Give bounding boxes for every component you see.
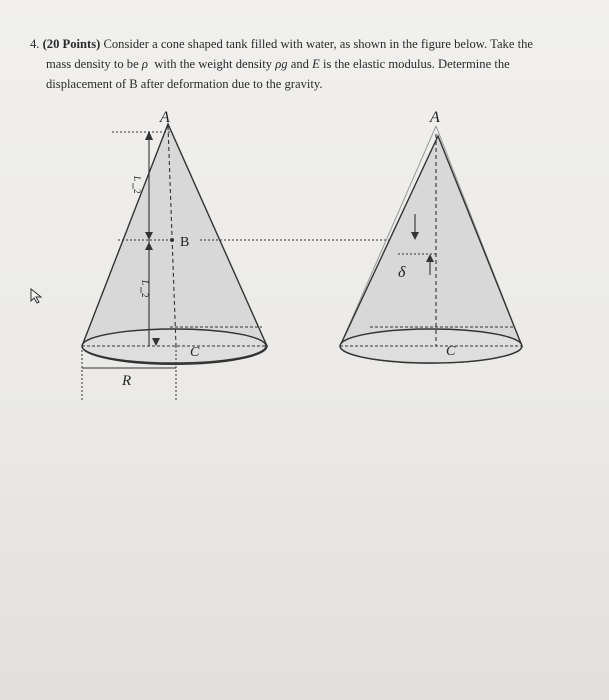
svg-text:2: 2 (132, 189, 142, 194)
problem-text-2b: with the weight density (154, 57, 273, 71)
rho-symbol: ρ (141, 57, 148, 71)
e-symbol: E (312, 57, 320, 71)
right-cone-figure (340, 109, 522, 363)
left-cone-body (82, 124, 267, 364)
svg-text:2: 2 (140, 293, 150, 298)
dim-arrow-top (145, 131, 153, 140)
problem-text-2c: and (290, 57, 309, 71)
radius-label: R (122, 373, 132, 389)
problem-text-2a: mass density to be (46, 57, 139, 71)
right-apex-label: A (430, 109, 440, 126)
left-apex-label: A (160, 109, 170, 126)
mouse-pointer-icon (30, 288, 44, 309)
point-b-marker (170, 238, 174, 242)
top-half-length-label (132, 175, 142, 194)
rhog-symbol: ρg (275, 57, 288, 71)
left-base-label: C (190, 345, 200, 360)
problem-text-1: Consider a cone shaped tank filled with water, as shown in the figure below. Take the (103, 37, 533, 51)
svg-text:L: L (140, 280, 150, 286)
problem-points: (20 Points) (42, 37, 101, 51)
right-base-label: C (446, 344, 456, 359)
point-b-label: B (180, 235, 190, 250)
svg-text:L: L (132, 176, 142, 182)
delta-label: δ (398, 264, 406, 281)
problem-text-3: displacement of B after deformation due to the gravity. (46, 77, 323, 91)
problem-text-2d: is the elastic modulus. Determine the (322, 57, 510, 71)
problem-number: 4. (30, 37, 40, 51)
